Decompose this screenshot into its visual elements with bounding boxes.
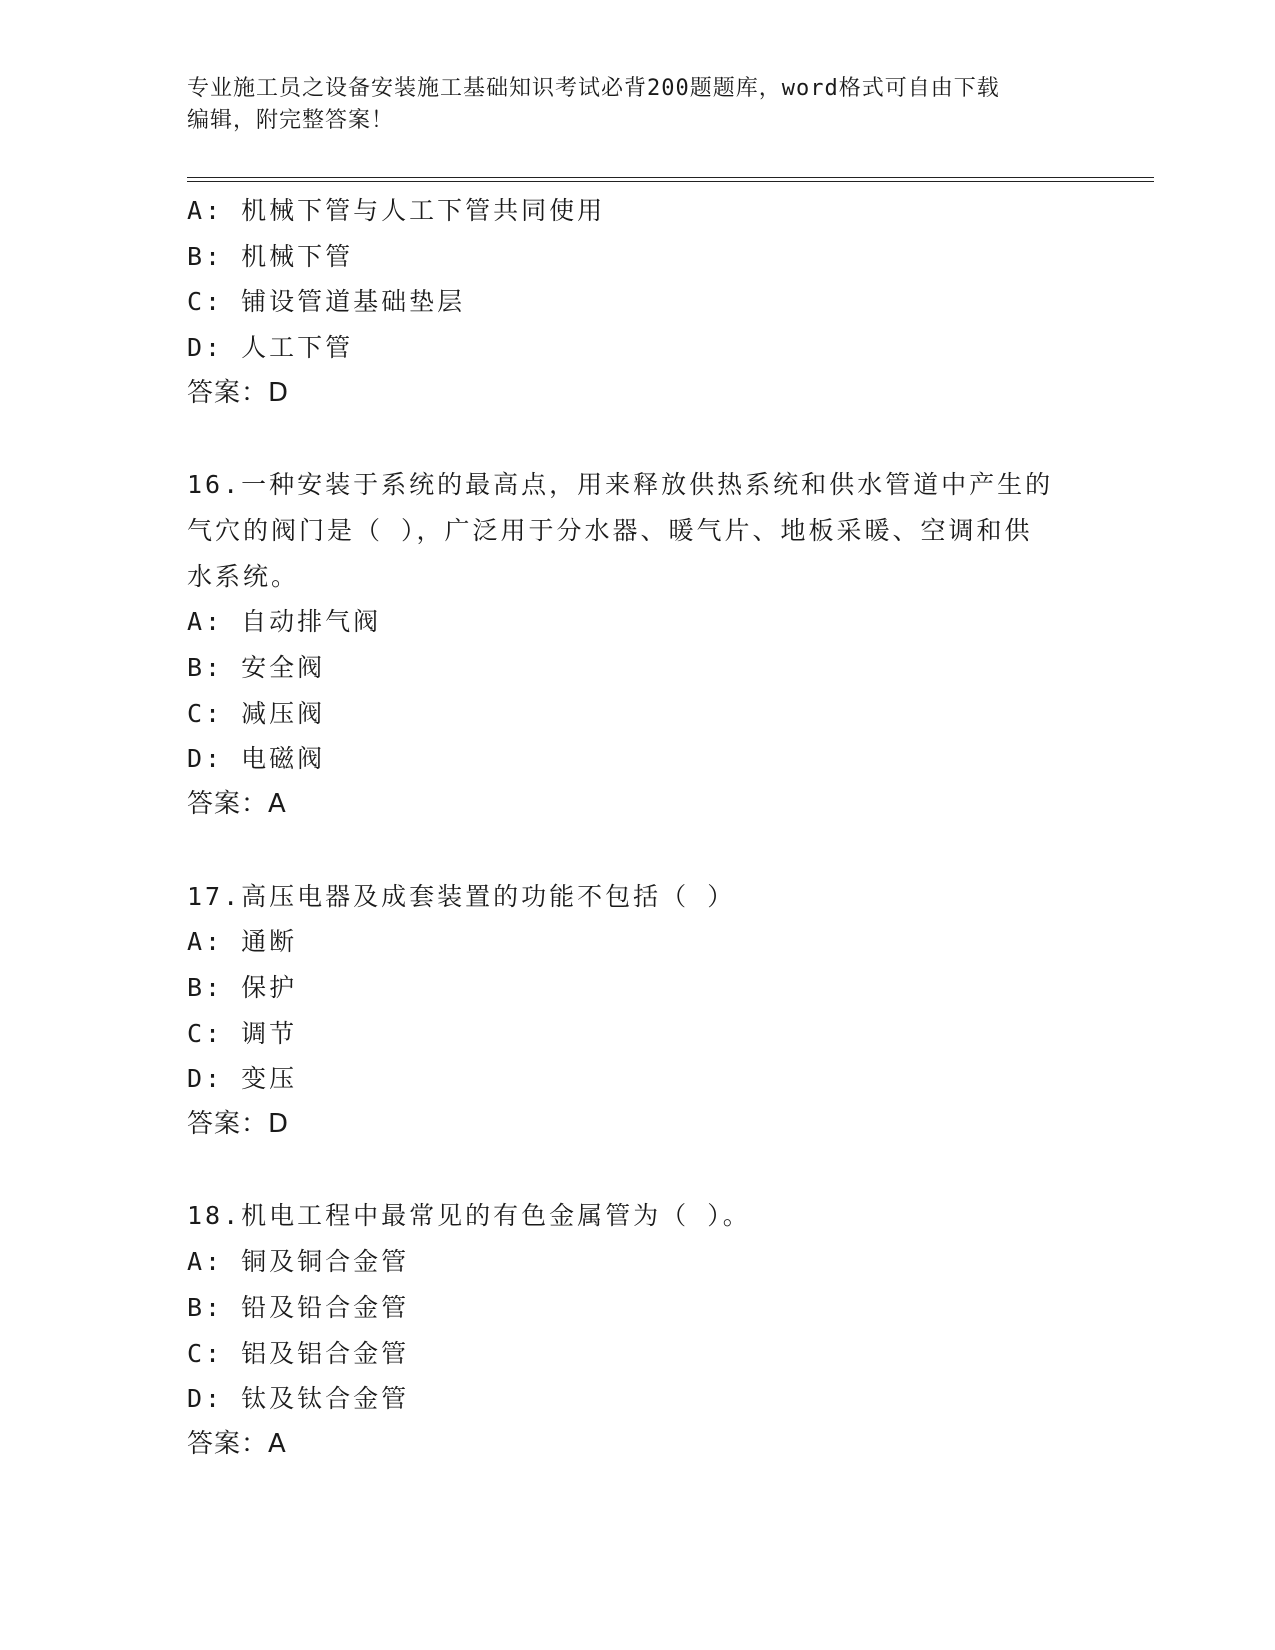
option-a: A: 通断 (187, 927, 298, 957)
spacer (187, 828, 1087, 874)
header-line-1: 专业施工员之设备安装施工基础知识考试必背200题题库，word格式可自由下载 (187, 76, 1000, 101)
option-a: A: 自动排气阀 (187, 607, 382, 637)
spacer (187, 1148, 1087, 1194)
question-stem-line: 18.机电工程中最常见的有色金属管为（ ）。 (187, 1201, 751, 1231)
question-stem-line: 水系统。 (187, 561, 300, 591)
spacer (187, 417, 1087, 463)
option-a: A: 铜及铜合金管 (187, 1247, 410, 1277)
header-line-2: 编辑，附完整答案！ (187, 108, 395, 133)
question-17 (187, 874, 1087, 1148)
option-c: C: 铺设管道基础垫层 (187, 287, 466, 317)
option-b: B: 铅及铅合金管 (187, 1292, 410, 1322)
question-stem-line: 16.一种安装于系统的最高点，用来释放供热系统和供水管道中产生的 (187, 470, 1054, 500)
option-d: D: 变压 (187, 1064, 298, 1094)
option-d: D: 电磁阀 (187, 744, 326, 774)
question-18 (187, 1193, 1087, 1467)
header-divider (187, 177, 1154, 182)
question-15-continued (187, 188, 1087, 417)
answer-line: 答案：A (187, 1428, 287, 1459)
document-header (187, 73, 1087, 137)
question-16 (187, 462, 1087, 828)
question-list (187, 188, 1087, 1468)
question-stem-line: 气穴的阀门是（ ），广泛用于分水器、暖气片、地板采暖、空调和供 (187, 515, 1033, 545)
option-d: D: 人工下管 (187, 333, 354, 363)
answer-line: 答案：A (187, 789, 287, 820)
option-c: C: 铝及铝合金管 (187, 1338, 410, 1368)
option-b: B: 保护 (187, 972, 298, 1002)
option-c: C: 调节 (187, 1018, 298, 1048)
option-a: A: 机械下管与人工下管共同使用 (187, 196, 606, 225)
option-d: D: 钛及钛合金管 (187, 1384, 410, 1414)
option-b: B: 机械下管 (187, 241, 354, 271)
question-stem-line: 17.高压电器及成套装置的功能不包括（ ） (187, 881, 736, 911)
answer-line: 答案：D (187, 1109, 290, 1140)
answer-line: 答案：D (187, 377, 290, 408)
option-c: C: 减压阀 (187, 698, 326, 728)
option-b: B: 安全阀 (187, 653, 326, 683)
